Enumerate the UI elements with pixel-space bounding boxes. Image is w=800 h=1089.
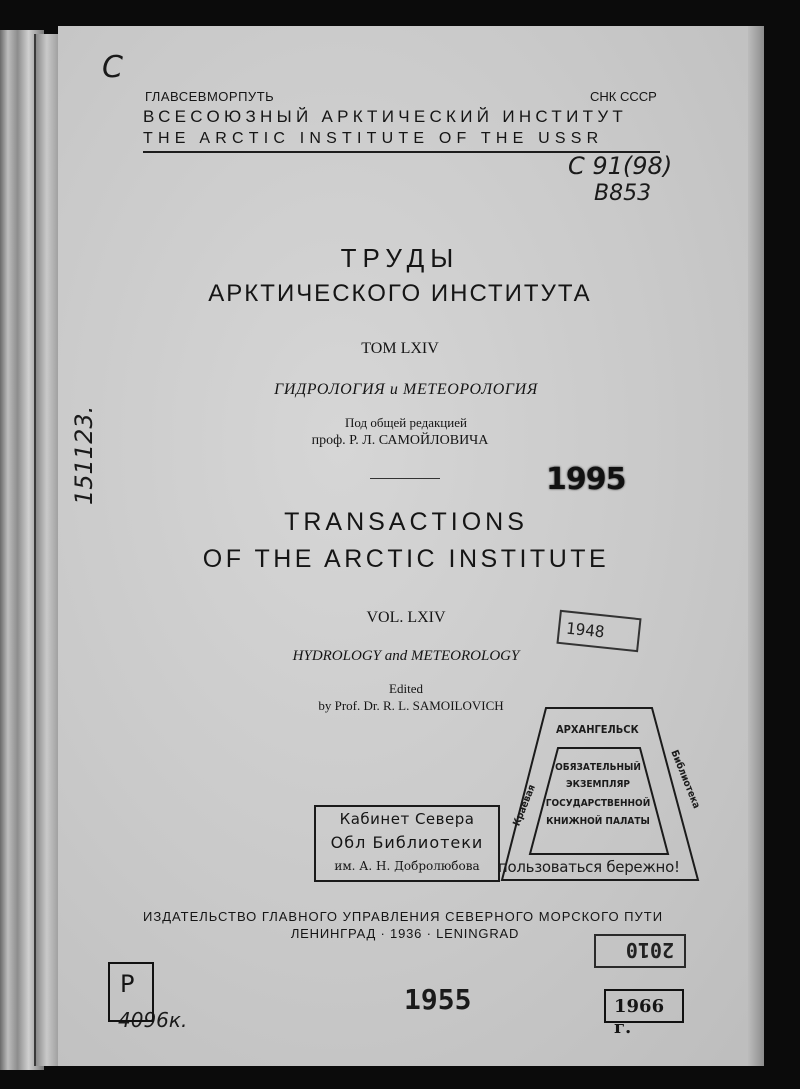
editor-ru-line1: Под общей редакцией: [345, 415, 467, 430]
handwritten-corner-mark: С: [102, 50, 123, 85]
institute-name-en: THE ARCTIC INSTITUTE OF THE USSR: [143, 130, 604, 147]
handwritten-shelf-mark-1: С 91(98): [568, 152, 673, 180]
subject-ru: ГИДРОЛОГИЯ и МЕТЕОРОЛОГИЯ: [274, 381, 538, 398]
volume-en: VOL. LXIV: [366, 609, 446, 626]
stamp-letter-p: Р: [108, 962, 154, 1022]
archive-stamp-city: АРХАНГЕЛЬСК: [556, 723, 639, 736]
publisher-line2: ЛЕНИНГРАД · 1936 · LENINGRAD: [290, 926, 520, 941]
title-ru-line2: АРКТИЧЕСКОГО ИНСТИТУТА: [208, 280, 592, 307]
stamp-number-2010: 2010: [594, 934, 686, 968]
institute-name-ru: ВСЕСОЮЗНЫЙ АРКТИЧЕСКИЙ ИНСТИТУТ: [143, 107, 628, 126]
header-left: ГЛАВСЕВМОРПУТЬ: [145, 89, 275, 104]
stamp-year-1966: 1966 г.: [604, 989, 684, 1023]
stamp-year-1948: 1948: [556, 610, 641, 652]
archive-stamp-side-left: Краевая: [511, 783, 539, 828]
title-ru-line1: ТРУДЫ: [340, 243, 460, 273]
archive-stamp: [500, 704, 700, 884]
title-en-line2: OF THE ARCTIC INSTITUTE: [202, 545, 610, 573]
title-en-line1: TRANSACTIONS: [284, 508, 528, 536]
editor-en-line2: by Prof. Dr. R. L. SAMOILOVICH: [318, 698, 504, 713]
archive-stamp-side-right: Библиотека: [668, 748, 702, 811]
header-right: СНК СССР: [590, 89, 657, 104]
handwritten-bottom-number: 4096к.: [118, 1008, 188, 1032]
stamp-number-1955: 1955: [404, 983, 472, 1016]
publisher-line1: ИЗДАТЕЛЬСТВО ГЛАВНОГО УПРАВЛЕНИЯ СЕВЕРНОГО МОРСКОГО ПУТИ: [143, 909, 664, 924]
archive-stamp-line2: ЭКЗЕМПЛЯР: [566, 779, 630, 790]
cabinet-stamp-line1: Кабинет Севера: [339, 810, 475, 828]
archive-stamp-line1: ОБЯЗАТЕЛЬНЫЙ: [555, 762, 641, 773]
subject-en: HYDROLOGY and METEOROLOGY: [292, 648, 520, 664]
editor-en-line1: Edited: [389, 681, 423, 696]
cabinet-stamp-line3: им. А. Н. Добролюбова: [334, 859, 480, 873]
handle-carefully-stamp: пользоваться бережно!: [498, 858, 680, 876]
cabinet-stamp: [314, 805, 500, 882]
handwritten-inventory-number: 151123.: [70, 405, 98, 505]
handwritten-shelf-mark-2: В853: [594, 181, 652, 206]
volume-ru: ТОМ LXIV: [361, 340, 439, 357]
separator-rule: [370, 478, 440, 479]
stamp-number-1995: 1995: [546, 462, 626, 497]
editor-ru-line2: проф. Р. Л. САМОЙЛОВИЧА: [311, 433, 489, 448]
archive-stamp-line3: ГОСУДАРСТВЕННОЙ: [545, 798, 651, 809]
cabinet-stamp-line2: Обл Библиотеки: [330, 833, 484, 852]
archive-stamp-line4: КНИЖНОЙ ПАЛАТЫ: [546, 816, 650, 827]
